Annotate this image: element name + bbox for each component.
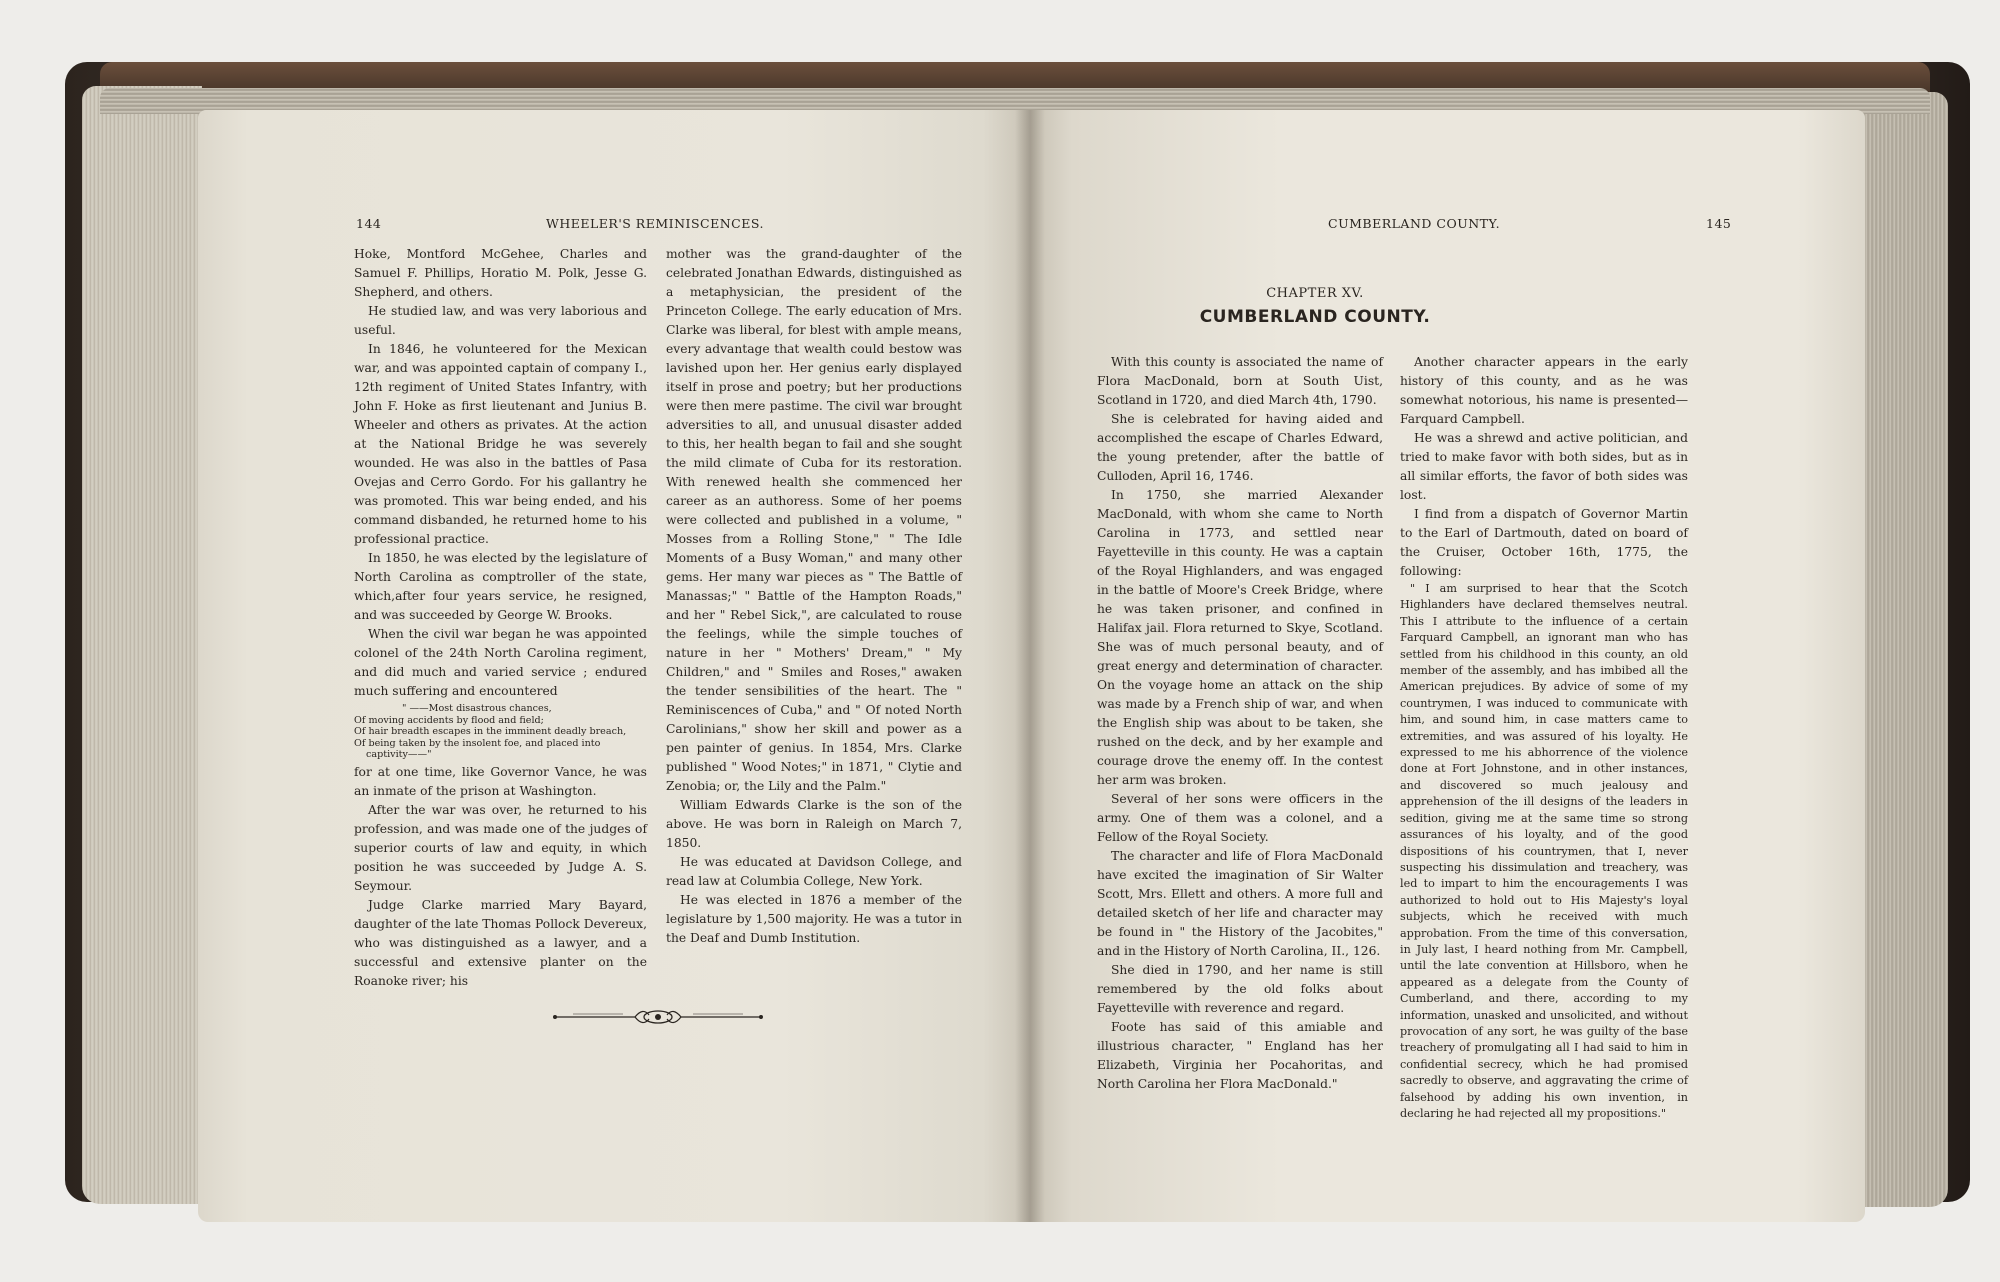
paragraph: Another character appears in the early history of this county, and as he was somewhat notorious, his name is presented—Farquard Campbell. — [1400, 355, 1688, 426]
quote-line: Of hair breadth escapes in the imminent deadly breach, — [354, 726, 627, 737]
quote-line: Of moving accidents by flood and field; — [354, 714, 544, 726]
paragraph: He was a shrewd and active politician, and tried to make favor with both sides, but as in all similar efforts, the favor of both sides was lost. — [1400, 431, 1688, 502]
paragraph: After the war was over, he returned to his profession, and was made one of the judges of superior courts of law and equity, in which position he was succeeded by Judge A. S. Seymour. — [354, 802, 647, 893]
paragraph: The character and life of Flora MacDonald have excited the imagination of Sir Walter Scott, Mrs. Ellett and others. A more full and detailed sketch of her life and character may be found in " the History of the Jacobites," and in the History of North Carolina, II., 126. — [1097, 849, 1383, 958]
verse-quote — [354, 703, 647, 761]
paragraph: She is celebrated for having aided and accomplished the escape of Charles Edward, the young pretender, after the battle of Culloden, April 16, 1746. — [1097, 412, 1383, 483]
paragraph: In 1846, he volunteered for the Mexican war, and was appointed captain of company I., 12th regiment of United States Infantry, with John F. Hoke as first lieutenant and Junius B. Wheeler and others as privates. At the action at the National Bridge he was severely wounded. He was also in the battles of Pasa Ovejas and Cerro Gordo. For his gallantry he was promoted. This war being ended, and his command disbanded, he returned home to his professional practice. — [354, 342, 647, 546]
paragraph: I find from a dispatch of Governor Martin to the Earl of Dartmouth, dated on board of the Cruiser, October 16th, 1775, the following: — [1400, 507, 1688, 578]
right-column-1 — [1097, 353, 1383, 1094]
chapter-label: CHAPTER XV. — [1266, 286, 1364, 301]
paragraph: He was educated at Davidson College, and read law at Columbia College, New York. — [666, 855, 962, 888]
right-page-number: 145 — [1706, 216, 1732, 231]
left-column-1 — [354, 245, 647, 991]
paragraph: He was elected in 1876 a member of the legislature by 1,500 majority. He was a tutor in the Deaf and Dumb Institution. — [666, 893, 962, 945]
quote-line: captivity——" — [366, 749, 432, 760]
right-column-2 — [1400, 353, 1688, 1122]
right-page — [1030, 110, 1865, 1222]
paragraph: She died in 1790, and her name is still remembered by the old folks about Fayetteville with reverence and regard. — [1097, 963, 1383, 1015]
paragraph: Hoke, Montford McGehee, Charles and Samuel F. Phillips, Horatio M. Polk, Jesse G. Shepherd, and others. — [354, 247, 647, 299]
quote-paragraph: " I am surprised to hear that the Scotch Highlanders have declared themselves neutral. This I attribute to the influence of a certain Farquard Campbell, an ignorant man who has settled from his childhood in this county, an old member of the assembly, and has imbibed all the American prejudices. By advice of some of my countrymen, I was induced to communicate with him, and sound him, in case matters came to extremities, and was assured of his loyalty. He expressed to me his abhorrence of the violence done at Fort Johnstone, and in other instances, and discovered so much jealousy and apprehension of the ill designs of the leaders in sedition, giving me at the same time so strong assurances of his loyalty, and of the good dispositions of his countrymen, that I, never suspecting his dissimulation and treachery, was led to impart to him the encouragements I was authorized to hold out to His Majesty's loyal subjects, which he received with much approbation. From the time of this conversation, in July last, I heard nothing from Mr. Campbell, until the late convention at Hillsboro, when he appeared as a delegate from the County of Cumberland, and there, according to my information, unasked and unsolicited, and without provocation of any sort, he was guilty of the base treachery of promulgating all I had said to him in confidential secrecy, which he had promised sacredly to observe, and aggravating the crime of falsehood by adding his own invention, in declaring he had rejected all my propositions." — [1400, 582, 1688, 1120]
paragraph: mother was the grand-daughter of the celebrated Jonathan Edwards, distinguished as a metaphysician, the president of the Princeton College. The early education of Mrs. Clarke was liberal, for blest with ample means, every advantage that wealth could bestow was lavished upon her. Her genius early displayed itself in prose and poetry; but her productions were then mere pastime. The civil war brought adversities to all, and unusual disaster added to this, her health began to fail and she sought the mild climate of Cuba for its restoration. With renewed health she commenced her career as an authoress. Some of her poems were collected and published in a volume, " Mosses from a Rolling Stone," " The Idle Moments of a Busy Woman," and many other gems. Her many war pieces as " The Battle of Manassas;" " Battle of the Hampton Roads," and her " Rebel Sick,", are calculated to rouse the feelings, while the simple touches of nature in her " Mothers' Dream," " My Children," and " Smiles and Roses," awaken the tender sensibilities of the heart. The " Reminiscences of Cuba," and " Of noted North Carolinians," show her skill and power as a pen painter of genius. In 1854, Mrs. Clarke published " Wood Notes;" in 1871, " Clytie and Zenobia; or, the Lily and the Palm." — [666, 247, 962, 793]
paragraph: William Edwards Clarke is the son of the above. He was born in Raleigh on March 7, 1850. — [666, 798, 962, 850]
paragraph: In 1750, she married Alexander MacDonald, with whom she came to North Carolina in 1773, and settled near Fayetteville in this county. He was a captain of the Royal Highlanders, and was engaged in the battle of Moore's Creek Bridge, where he was taken prisoner, and confined in Halifax jail. Flora returned to Skye, Scotland. She was of much personal beauty, and of great energy and determination of character. On the voyage home an attack on the ship was made by a French ship of war, and when the English ship was about to be taken, she rushed on the deck, and by her example and courage drove the enemy off. In the contest her arm was broken. — [1097, 488, 1383, 787]
quote-line: Of being taken by the insolent foe, and placed into — [354, 737, 601, 749]
dispatch-quote — [1400, 581, 1688, 1122]
paragraph: Several of her sons were officers in the army. One of them was a colonel, and a Fellow of the Royal Society. — [1097, 792, 1383, 844]
right-running-head: CUMBERLAND COUNTY. — [1328, 216, 1501, 231]
paragraph: for at one time, like Governor Vance, he was an inmate of the prison at Washington. — [354, 764, 647, 798]
book-gutter — [1015, 110, 1045, 1222]
end-ornament — [553, 1005, 763, 1029]
left-column-2 — [666, 245, 962, 948]
left-running-head: WHEELER'S REMINISCENCES. — [546, 216, 764, 231]
quote-line: " ——Most disastrous chances, — [402, 703, 552, 714]
paragraph: With this county is associated the name of Flora MacDonald, born at South Uist, Scotland in 1720, and died March 4th, 1790. — [1097, 355, 1383, 407]
paragraph: He studied law, and was very laborious and useful. — [354, 304, 647, 337]
left-page — [198, 110, 1033, 1222]
paragraph: In 1850, he was elected by the legislature of North Carolina as comptroller of the state, which,after four years service, he resigned, and was succeeded by George W. Brooks. — [354, 551, 647, 622]
page-edges-left — [82, 86, 202, 1204]
paragraph: Foote has said of this amiable and illustrious character, " England has her Elizabeth, Virginia her Pocahoritas, and North Carolina her Flora MacDonald." — [1097, 1020, 1383, 1091]
paragraph: When the civil war began he was appointed colonel of the 24th North Carolina regiment, and did much and varied service ; endured much suffering and encountered — [354, 627, 647, 698]
paragraph: Judge Clarke married Mary Bayard, daughter of the late Thomas Pollock Devereux, who was distinguished as a lawyer, and a successful and extensive planter on the Roanoke river; his — [354, 897, 647, 988]
chapter-title: CUMBERLAND COUNTY. — [1199, 307, 1431, 327]
left-page-number: 144 — [356, 216, 382, 231]
